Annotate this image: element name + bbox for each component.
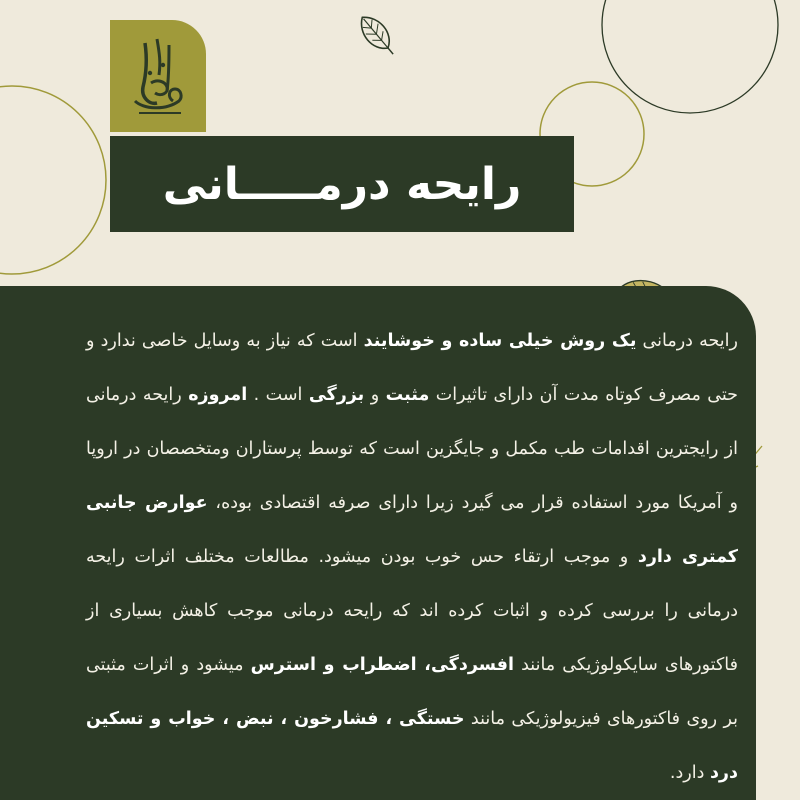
body-text-segment: میشود و اثرات مثبتی بر روی فاکتورهای فیزیولوژیکی مانند	[86, 655, 738, 729]
logo-badge	[110, 20, 206, 132]
body-bold-text: مثبت	[385, 385, 430, 405]
body-bold-text: افسردگی، اضطراب و استرس	[250, 655, 514, 675]
page-title: رایحه درمـــــانی	[162, 158, 522, 210]
leaf-outline-icon	[354, 11, 401, 61]
body-bold-text: عوارض جانبی کمتری دارد	[86, 493, 738, 567]
body-text-segment: رایحه درمانی	[636, 331, 738, 351]
body-text-segment: است که نیاز به وسایل خاصی ندارد و حتی مصرف کوتاه مدت آن دارای تاثیرات	[86, 331, 738, 405]
circle-outline-icon	[0, 86, 106, 274]
calligraphy-logo-icon	[123, 31, 193, 121]
body-text-segment: و	[364, 385, 386, 405]
body-text-segment: و موجب ارتقاء حس خوب بودن میشود. مطالعات مختلف اثرات رایحه درمانی را بررسی کرده و اثبات کرده اند که رایحه درمانی موجب کاهش بسیاری از فاکتورهای سایکولوژیکی مانند	[86, 547, 738, 675]
title-banner	[110, 136, 574, 232]
body-bold-text: امروزه	[188, 385, 248, 405]
body-bold-text: یک روش خیلی ساده و خوشایند	[363, 331, 637, 351]
body-text-segment: است .	[247, 385, 309, 405]
body-text-segment: رایحه درمانی از رایجترین اقدامات طب مکمل و جایگزین است که توسط پرستاران ومتخصصان در اروپا و آمریکا مورد استفاده قرار می گیرد زیرا دارای صرفه اقتصادی بوده،	[86, 385, 738, 513]
body-bold-text: بزرگی	[308, 385, 365, 405]
body-paragraph	[86, 314, 738, 800]
body-bold-text: خستگی ، فشارخون ، نبض ، خواب و تسکین درد	[86, 709, 738, 783]
body-text-segment: دارد.	[669, 763, 710, 783]
